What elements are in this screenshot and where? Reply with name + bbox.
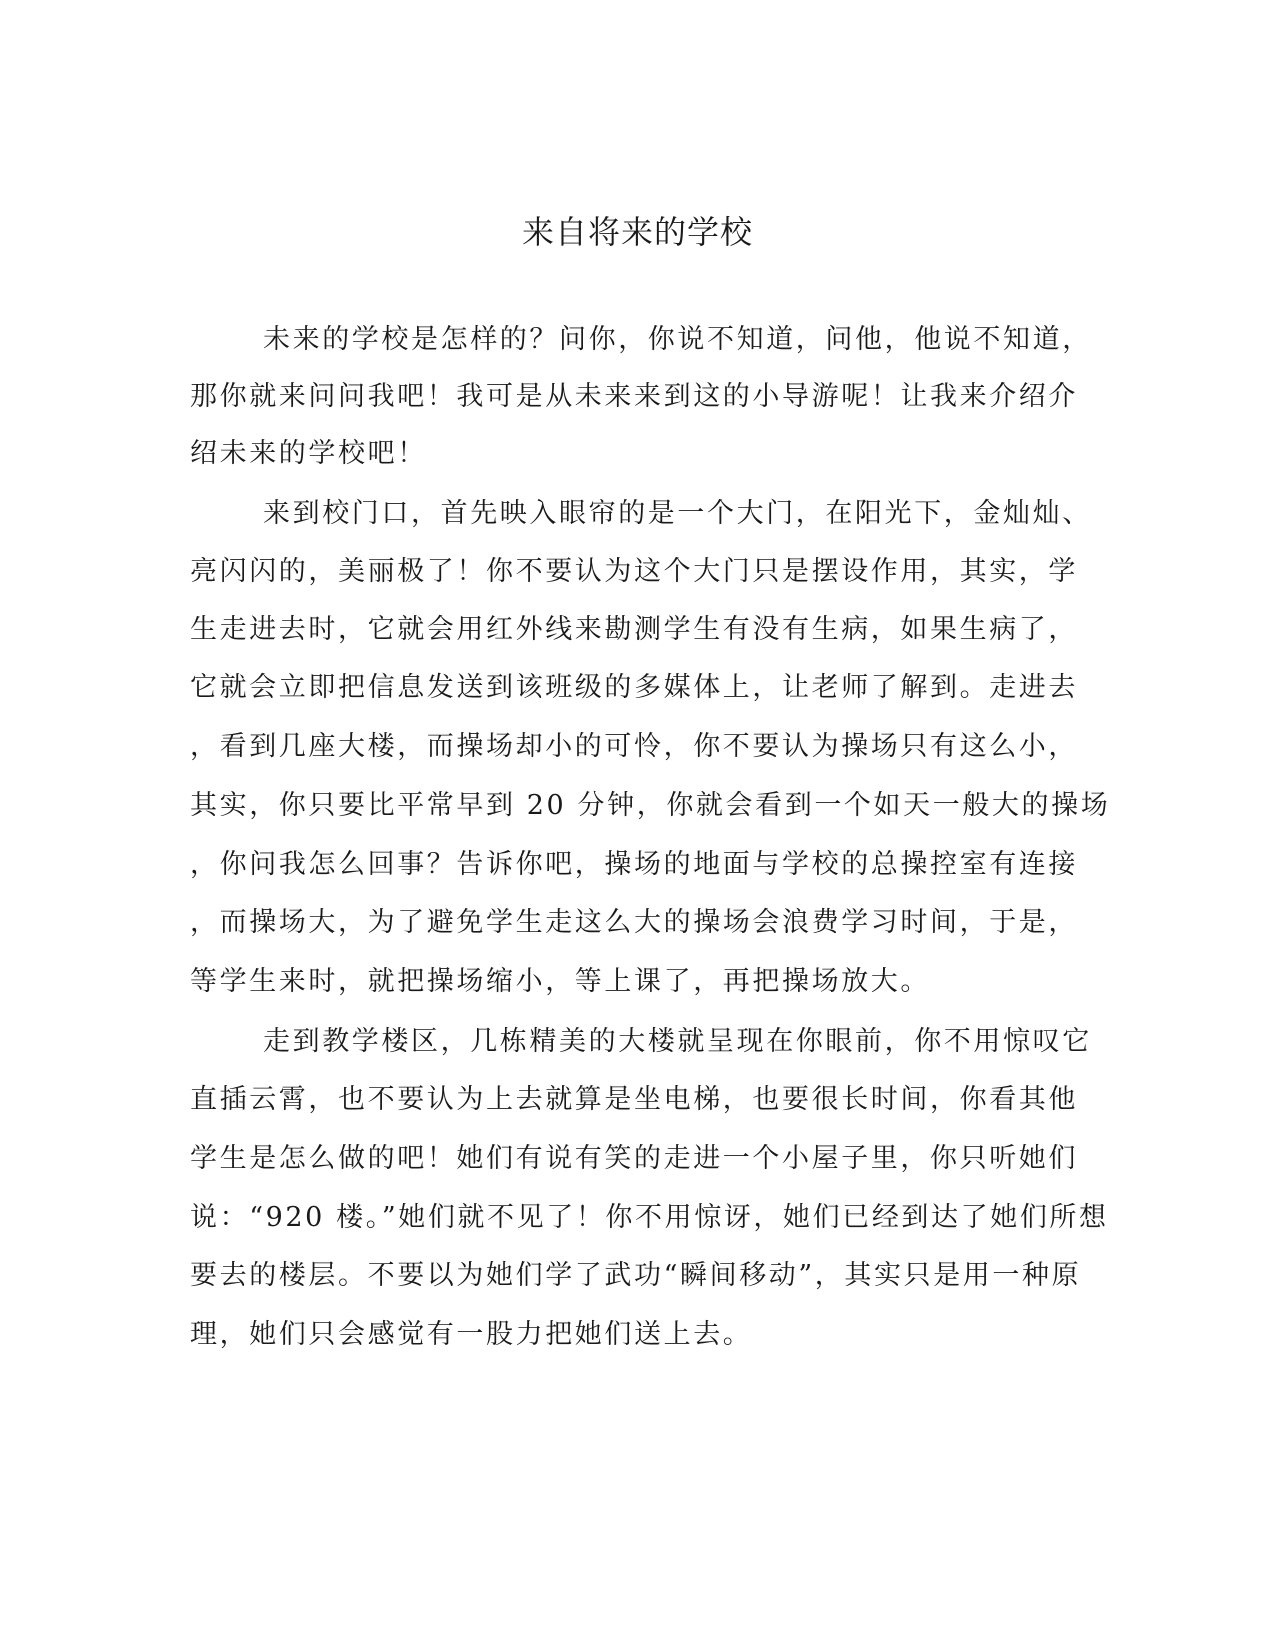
paragraph-2-line-2: 亮闪闪的，美丽极了！你不要认为这个大门只是摆设作用，其实，学	[190, 556, 1078, 587]
paragraph-3-line-6: 理，她们只会感觉有一股力把她们送上去。	[190, 1319, 753, 1350]
paragraph-2-line-1: 来到校门口，首先映入眼帘的是一个大门，在阳光下，金灿灿、	[263, 498, 1092, 529]
paragraph-2-line-8: ，而操场大，为了避免学生走这么大的操场会浪费学习时间，于是，	[190, 907, 1078, 938]
paragraph-2-line-4: 它就会立即把信息发送到该班级的多媒体上，让老师了解到。走进去	[190, 672, 1078, 703]
document-title: 来自将来的学校	[521, 213, 753, 251]
paragraph-2-line-5: ，看到几座大楼，而操场却小的可怜，你不要认为操场只有这么小，	[190, 731, 1078, 762]
paragraph-3-line-3: 学生是怎么做的吧！她们有说有笑的走进一个小屋子里，你只听她们	[190, 1143, 1078, 1174]
paragraph-3-line-2: 直插云霄，也不要认为上去就算是坐电梯，也要很长时间，你看其他	[190, 1084, 1078, 1115]
paragraph-1-line-2: 那你就来问问我吧！我可是从未来来到这的小导游呢！让我来介绍介	[190, 381, 1078, 412]
paragraph-3-line-4: 说：“920 楼。”她们就不见了！你不用惊讶，她们已经到达了她们所想	[190, 1202, 1109, 1233]
paragraph-2-line-3: 生走进去时，它就会用红外线来勘测学生有没有生病，如果生病了，	[190, 614, 1078, 645]
paragraph-2-line-6: 其实，你只要比平常早到 20 分钟，你就会看到一个如天一般大的操场	[190, 790, 1111, 821]
paragraph-2-line-9: 等学生来时，就把操场缩小，等上课了，再把操场放大。	[190, 966, 930, 997]
paragraph-3-line-5: 要去的楼层。不要以为她们学了武功“瞬间移动”，其实只是用一种原	[190, 1260, 1082, 1291]
paragraph-2-line-7: ，你问我怎么回事？告诉你吧，操场的地面与学校的总操控室有连接	[190, 849, 1078, 880]
paragraph-1-line-1: 未来的学校是怎样的？问你，你说不知道，问他，他说不知道，	[263, 324, 1092, 355]
paragraph-3-line-1: 走到教学楼区，几栋精美的大楼就呈现在你眼前，你不用惊叹它	[263, 1026, 1092, 1057]
paragraph-1-line-3: 绍未来的学校吧！	[190, 438, 427, 469]
